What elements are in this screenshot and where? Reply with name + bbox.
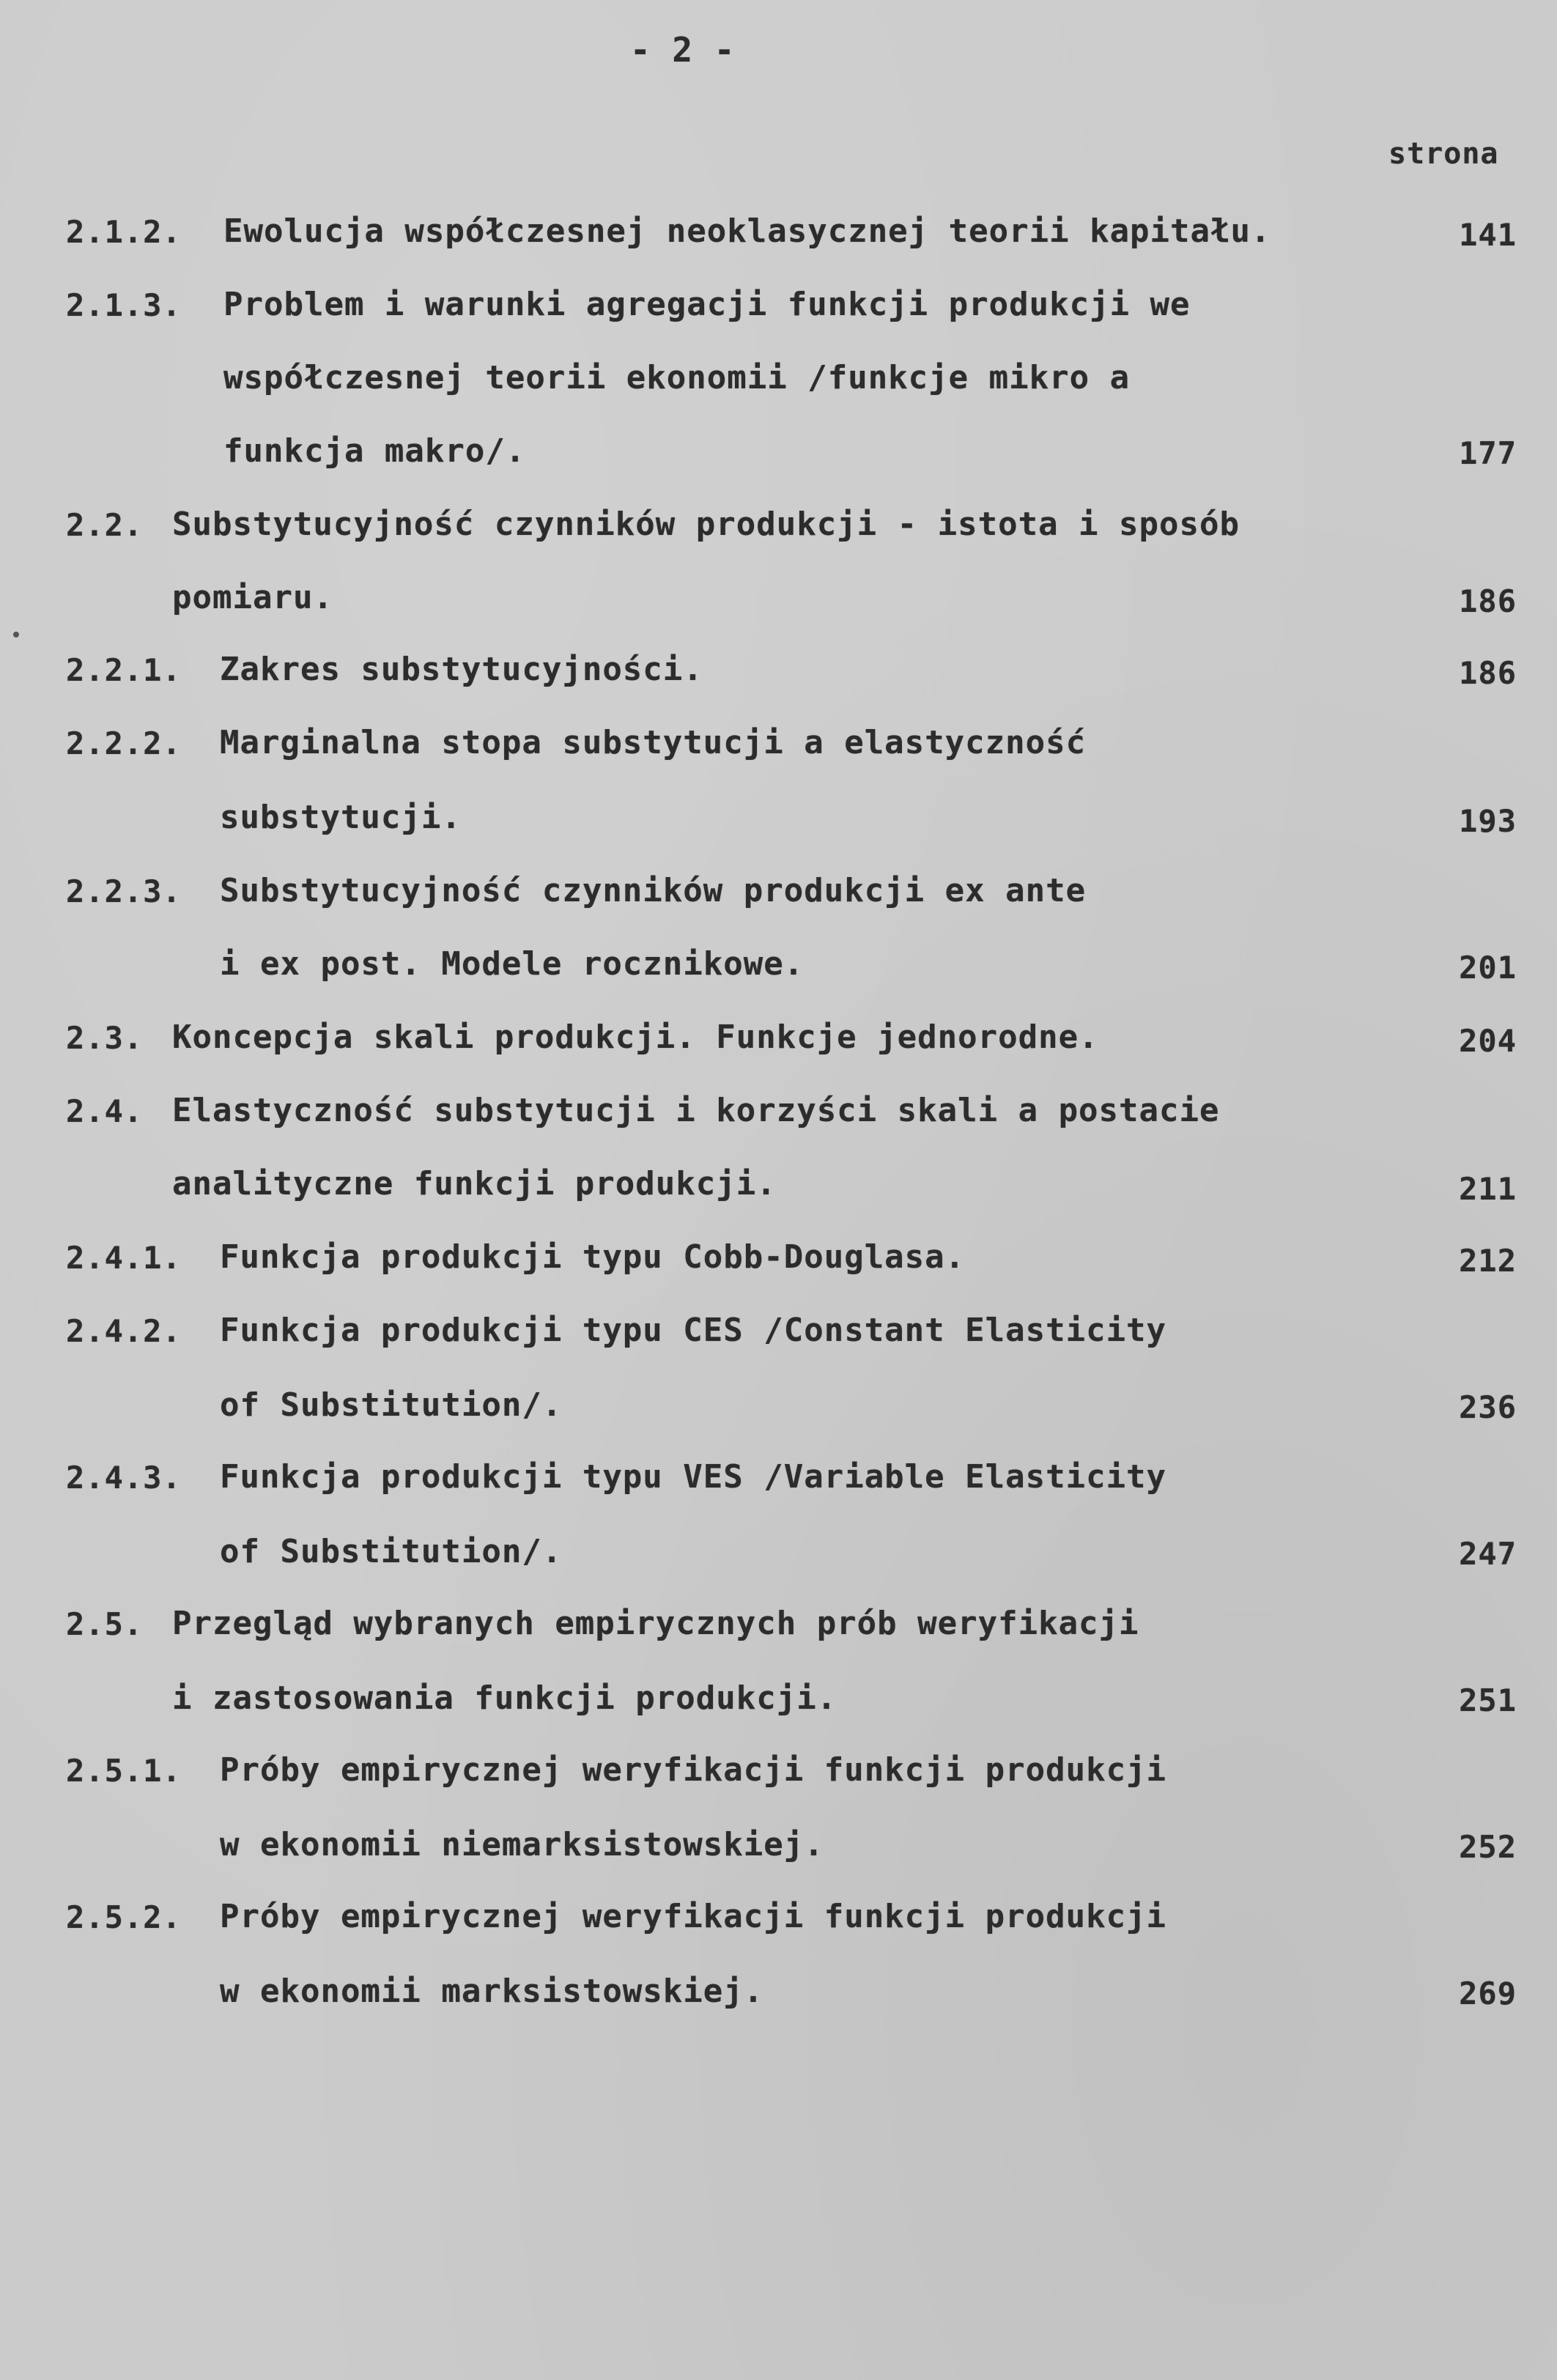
entry-title-line: Elastyczność substytucji i korzyści skali a postacie [172, 1092, 1220, 1129]
entry-title-line: Koncepcja skali produkcji. Funkcje jednorodne. [172, 1019, 1099, 1056]
entry-title-line: Problem i warunki agregacji funkcji produkcji we [223, 286, 1191, 323]
entry-title-line: Funkcja produkcji typu VES /Variable Elasticity [220, 1458, 1167, 1496]
entry-title-line: Ewolucja współczesnej neoklasycznej teorii kapitału. [223, 212, 1271, 250]
entry-number: 2.2.2. [66, 725, 182, 761]
entry-number: 2.2. [66, 507, 144, 543]
entry-page: 212 [1459, 1243, 1517, 1279]
entry-page: 186 [1459, 655, 1517, 691]
entry-number: 2.1.3. [66, 287, 182, 323]
entry-title-line: Substytucyjność czynników produkcji - istota i sposób [172, 506, 1240, 543]
entry-title-line: i zastosowania funkcji produkcji. [172, 1679, 837, 1717]
entry-title-line: of Substitution/. [220, 1533, 563, 1570]
entry-page: 211 [1459, 1171, 1517, 1207]
entry-number: 2.2.1. [66, 652, 182, 688]
entry-page: 252 [1459, 1829, 1517, 1865]
entry-page: 204 [1459, 1023, 1517, 1059]
entry-number: 2.4.1. [66, 1240, 182, 1276]
entry-page: 141 [1459, 217, 1517, 253]
entry-page: 251 [1459, 1682, 1517, 1718]
entry-title-line: pomiaru. [172, 579, 333, 616]
page-number: - 2 - [630, 30, 736, 70]
entry-title-line: Funkcja produkcji typu Cobb-Douglasa. [220, 1238, 966, 1276]
entry-page: 269 [1459, 1976, 1517, 2011]
entry-number: 2.3. [66, 1020, 144, 1056]
entry-number: 2.4. [66, 1093, 144, 1129]
entry-title-line: Przegląd wybranych empirycznych prób weryfikacji [172, 1605, 1139, 1642]
entry-number: 2.4.3. [66, 1460, 182, 1496]
entry-page: 186 [1459, 583, 1517, 619]
entry-title-line: substytucji. [220, 799, 462, 836]
entry-title-line: i ex post. Modele rocznikowe. [220, 945, 805, 983]
entry-title-line: Marginalna stopa substytucji a elastyczność [220, 724, 1087, 761]
entry-title-line: Funkcja produkcji typu CES /Constant Elasticity [220, 1312, 1167, 1349]
entry-title-line: Próby empirycznej weryfikacji funkcji produkcji [220, 1751, 1167, 1789]
entry-title-line: Zakres substytucyjności. [220, 651, 703, 688]
page-column-header: strona [1388, 137, 1499, 171]
entry-title-line: of Substitution/. [220, 1386, 563, 1424]
entry-page: 201 [1459, 950, 1517, 986]
entry-page: 247 [1459, 1536, 1517, 1572]
entry-page: 177 [1459, 435, 1517, 471]
entry-number: 2.5.1. [66, 1753, 182, 1789]
entry-title-line: w ekonomii niemarksistowskiej. [220, 1826, 824, 1863]
entry-number: 2.2.3. [66, 873, 182, 909]
entry-page: 193 [1459, 803, 1517, 839]
entry-title-line: współczesnej teorii ekonomii /funkcje mikro a [223, 359, 1131, 396]
entry-title-line: Próby empirycznej weryfikacji funkcji produkcji [220, 1898, 1167, 1935]
entry-page: 236 [1459, 1389, 1517, 1425]
entry-number: 2.1.2. [66, 214, 182, 250]
entry-title-line: analityczne funkcji produkcji. [172, 1165, 777, 1202]
entry-title-line: Substytucyjność czynników produkcji ex ante [220, 872, 1087, 909]
entry-title-line: funkcja makro/. [223, 432, 526, 470]
scan-speck [13, 632, 19, 638]
entry-number: 2.4.2. [66, 1313, 182, 1349]
entry-title-line: w ekonomii marksistowskiej. [220, 1973, 764, 2010]
entry-number: 2.5. [66, 1606, 144, 1642]
entry-number: 2.5.2. [66, 1899, 182, 1935]
